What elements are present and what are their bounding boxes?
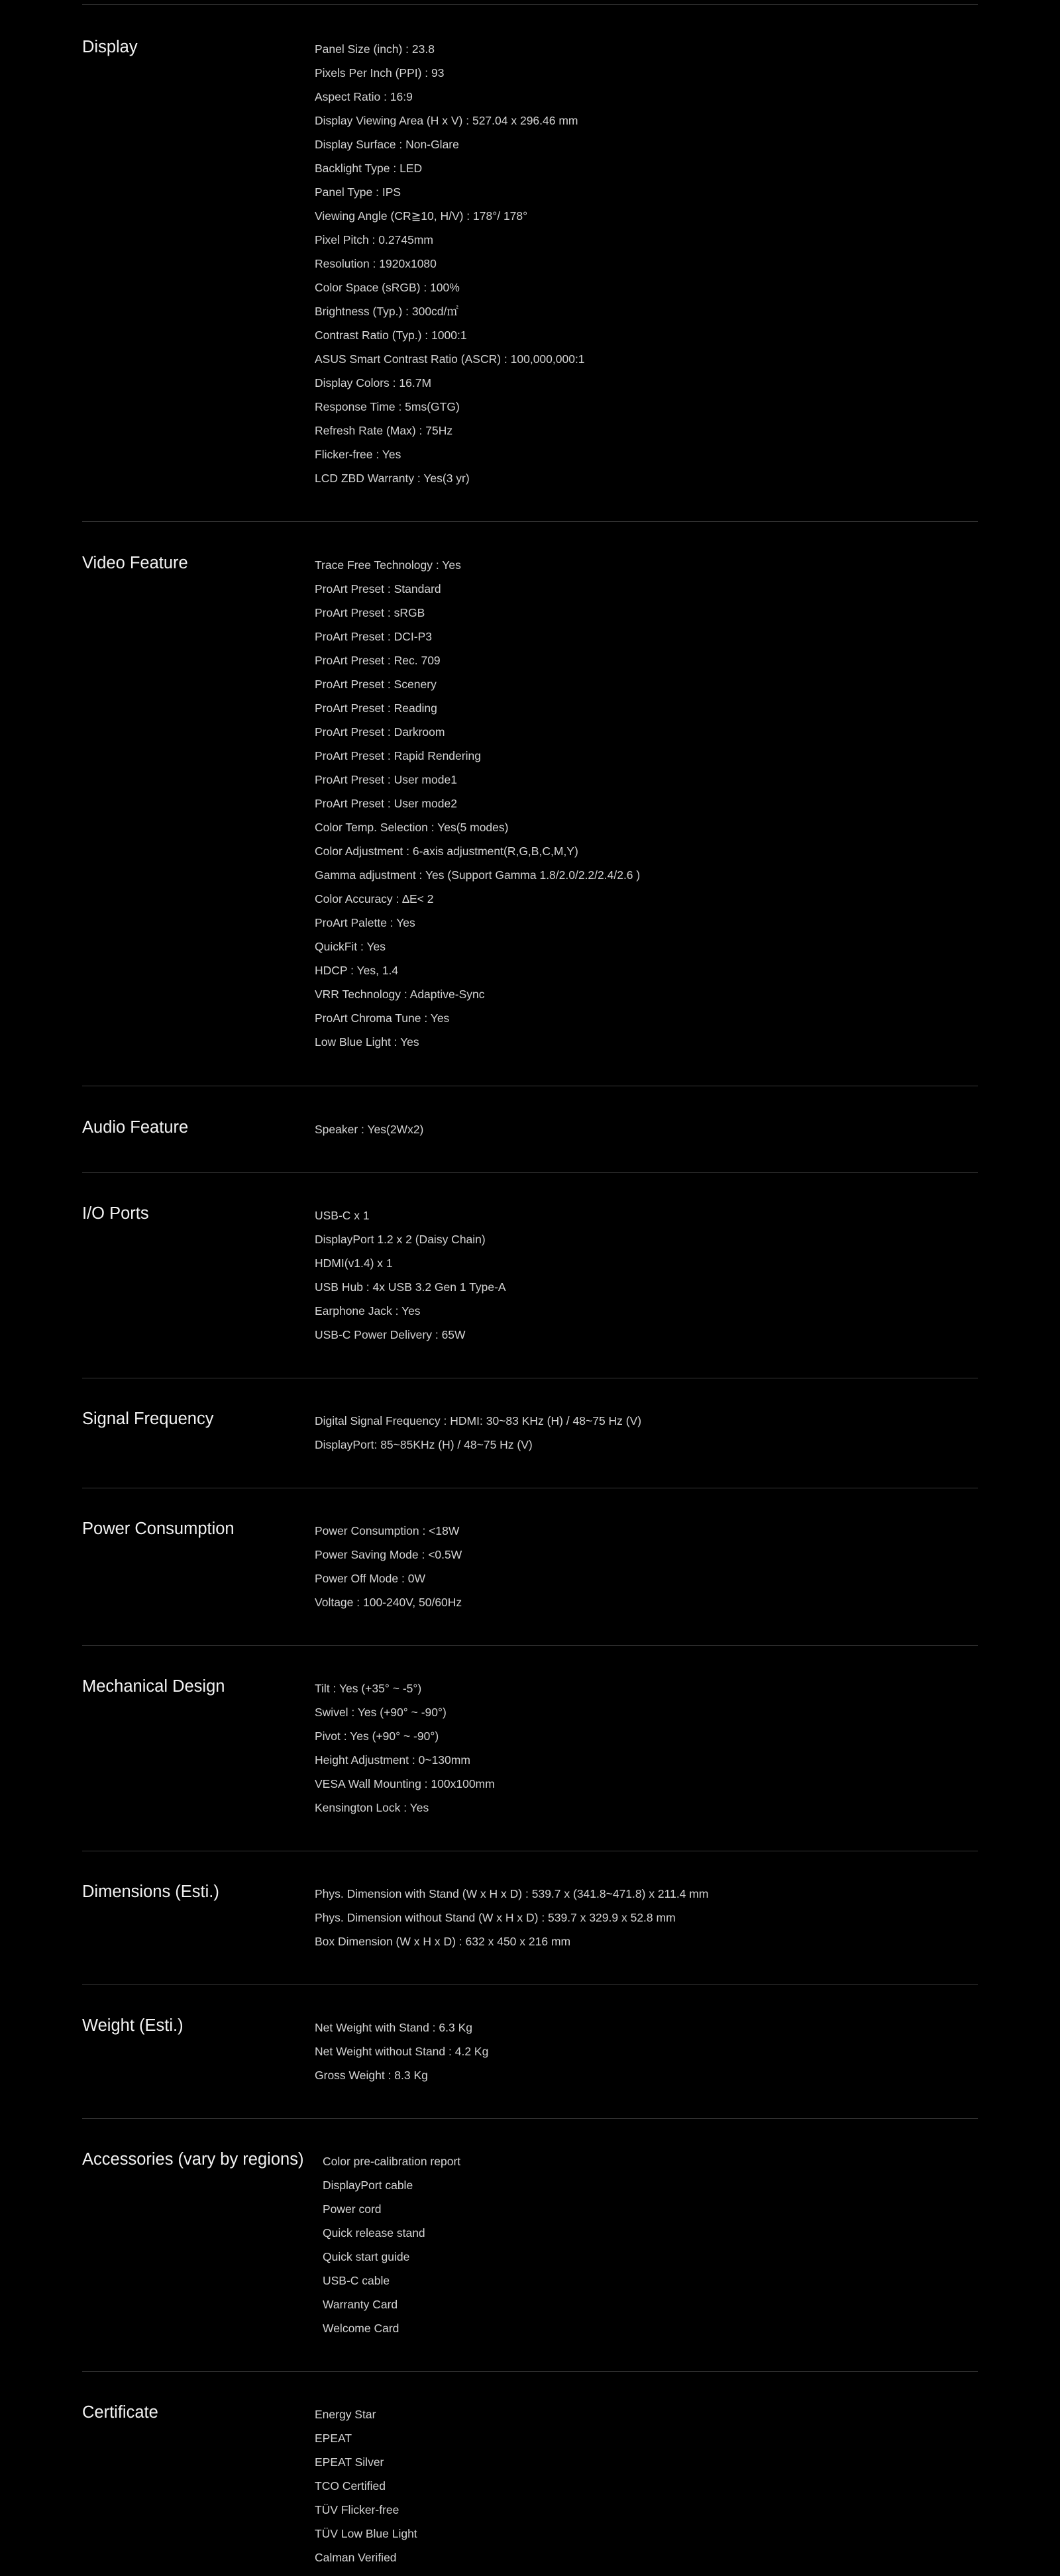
spec-item: Gross Weight : 8.3 Kg	[315, 2069, 428, 2082]
spec-item: Panel Type : IPS	[315, 185, 401, 199]
section-title: Signal Frequency	[82, 1410, 214, 1428]
spec-item: EPEAT Silver	[315, 2455, 384, 2469]
spec-list	[315, 553, 640, 1054]
section-title: Video Feature	[82, 554, 188, 572]
spec-item: Pixels Per Inch (PPI) : 93	[315, 66, 445, 79]
spec-item: Phys. Dimension with Stand (W x H x D) : 539.7 x (341.8~471.8) x 211.4 mm	[315, 1887, 709, 1900]
section-title: Mechanical Design	[82, 1677, 225, 1696]
spec-item: Panel Size (inch) : 23.8	[315, 42, 435, 56]
spec-item: Voltage : 100-240V, 50/60Hz	[315, 1596, 462, 1609]
spec-item: Power Saving Mode : <0.5W	[315, 1548, 462, 1561]
spec-item: Color Adjustment : 6-axis adjustment(R,G,B,C,M,Y)	[315, 845, 578, 858]
spec-item: ProArt Preset : Standard	[315, 582, 441, 595]
spec-item: TÜV Flicker-free	[315, 2503, 399, 2516]
spec-page	[82, 0, 978, 2576]
spec-item: Display Colors : 16.7M	[315, 376, 432, 389]
spec-section-display	[82, 5, 978, 522]
spec-item: Kensington Lock : Yes	[315, 1801, 429, 1814]
spec-item: Low Blue Light : Yes	[315, 1035, 419, 1049]
spec-item: Gamma adjustment : Yes (Support Gamma 1.8/2.0/2.2/2.4/2.6 )	[315, 868, 641, 882]
spec-item: Speaker : Yes(2Wx2)	[315, 1123, 424, 1136]
spec-item: Color Space (sRGB) : 100%	[315, 281, 460, 294]
spec-item: DisplayPort: 85~85KHz (H) / 48~75 Hz (V)	[315, 1438, 533, 1451]
spec-item: Refresh Rate (Max) : 75Hz	[315, 424, 453, 437]
spec-item: QuickFit : Yes	[315, 940, 386, 953]
spec-item: Calman Verified	[315, 2551, 397, 2564]
spec-list	[315, 2402, 417, 2569]
spec-item: ProArt Preset : Rapid Rendering	[315, 749, 481, 762]
spec-item: Brightness (Typ.) : 300cd/㎡	[315, 305, 458, 318]
section-title: Accessories (vary by regions)	[82, 2150, 304, 2169]
spec-item: Pivot : Yes (+90° ~ -90°)	[315, 1729, 439, 1743]
spec-item: ASUS Smart Contrast Ratio (ASCR) : 100,000,000:1	[315, 352, 585, 366]
spec-list	[315, 1117, 423, 1141]
spec-item: DisplayPort 1.2 x 2 (Daisy Chain)	[315, 1233, 486, 1246]
section-title: Certificate	[82, 2403, 158, 2422]
spec-item: USB-C cable	[323, 2274, 390, 2287]
spec-item: Net Weight with Stand : 6.3 Kg	[315, 2021, 473, 2034]
spec-item: USB-C x 1	[315, 1209, 370, 1222]
spec-item: ProArt Preset : sRGB	[315, 606, 425, 619]
spec-list	[323, 2149, 460, 2340]
spec-item: DisplayPort cable	[323, 2179, 413, 2192]
spec-item: Aspect Ratio : 16:9	[315, 90, 413, 103]
spec-item: TÜV Low Blue Light	[315, 2527, 417, 2540]
spec-item: ProArt Chroma Tune : Yes	[315, 1011, 450, 1025]
spec-item: Resolution : 1920x1080	[315, 257, 437, 270]
section-title: Dimensions (Esti.)	[82, 1882, 219, 1901]
spec-item: Tilt : Yes (+35° ~ -5°)	[315, 1682, 422, 1695]
spec-list	[315, 1676, 495, 1820]
spec-list	[315, 1204, 506, 1347]
spec-item: Display Surface : Non-Glare	[315, 138, 459, 151]
spec-item: ProArt Preset : Reading	[315, 701, 437, 715]
section-title: Audio Feature	[82, 1118, 189, 1137]
spec-list	[315, 2016, 488, 2087]
spec-item: Color Accuracy : ∆E< 2	[315, 892, 434, 905]
spec-list	[315, 1882, 708, 1953]
spec-item: Earphone Jack : Yes	[315, 1304, 421, 1317]
spec-item: Color pre-calibration report	[323, 2155, 461, 2168]
spec-section-video-feature	[82, 522, 978, 1086]
spec-item: Response Time : 5ms(GTG)	[315, 400, 460, 413]
spec-item: ProArt Palette : Yes	[315, 916, 415, 929]
spec-item: Digital Signal Frequency : HDMI: 30~83 KHz (H) / 48~75 Hz (V)	[315, 1414, 642, 1427]
spec-item: ProArt Preset : User mode2	[315, 797, 457, 810]
spec-item: Phys. Dimension without Stand (W x H x D) : 539.7 x 329.9 x 52.8 mm	[315, 1911, 676, 1924]
spec-item: USB-C Power Delivery : 65W	[315, 1328, 466, 1341]
spec-item: ProArt Preset : Rec. 709	[315, 654, 441, 667]
spec-item: Display Viewing Area (H x V) : 527.04 x 296.46 mm	[315, 114, 578, 127]
spec-item: EPEAT	[315, 2432, 352, 2445]
spec-item: ProArt Preset : DCI-P3	[315, 630, 432, 643]
spec-item: Viewing Angle (CR≧10, H/V) : 178°/ 178°	[315, 209, 528, 223]
spec-section-dimensions	[82, 1851, 978, 1985]
spec-item: ProArt Preset : Scenery	[315, 678, 437, 691]
section-title: I/O Ports	[82, 1204, 149, 1223]
spec-item: Power Consumption : <18W	[315, 1524, 460, 1537]
spec-item: ProArt Preset : Darkroom	[315, 725, 445, 739]
spec-item: ProArt Preset : User mode1	[315, 773, 457, 786]
spec-list	[315, 1409, 641, 1457]
spec-item: LCD ZBD Warranty : Yes(3 yr)	[315, 472, 470, 485]
spec-list	[315, 1519, 462, 1614]
spec-section-signal-frequency	[82, 1378, 978, 1488]
spec-item: Welcome Card	[323, 2322, 399, 2335]
spec-item: Color Temp. Selection : Yes(5 modes)	[315, 821, 509, 834]
spec-item: Quick release stand	[323, 2226, 425, 2240]
section-title: Display	[82, 38, 138, 56]
spec-item: Contrast Ratio (Typ.) : 1000:1	[315, 329, 467, 342]
spec-item: Trace Free Technology : Yes	[315, 558, 461, 572]
spec-item: HDCP : Yes, 1.4	[315, 964, 399, 977]
spec-list	[315, 37, 585, 490]
spec-item: Power Off Mode : 0W	[315, 1572, 425, 1585]
spec-item: Warranty Card	[323, 2298, 398, 2311]
spec-item: Height Adjustment : 0~130mm	[315, 1753, 470, 1767]
spec-section-weight	[82, 1985, 978, 2119]
spec-item: VESA Wall Mounting : 100x100mm	[315, 1777, 495, 1790]
spec-item: Swivel : Yes (+90° ~ -90°)	[315, 1706, 447, 1719]
section-title: Power Consumption	[82, 1520, 235, 1538]
spec-item: Net Weight without Stand : 4.2 Kg	[315, 2045, 489, 2058]
spec-item: Box Dimension (W x H x D) : 632 x 450 x 216 mm	[315, 1935, 571, 1948]
spec-item: VRR Technology : Adaptive-Sync	[315, 988, 485, 1001]
spec-section-audio-feature	[82, 1086, 978, 1173]
spec-section-io-ports	[82, 1173, 978, 1378]
spec-item: Power cord	[323, 2202, 382, 2216]
spec-item: USB Hub : 4x USB 3.2 Gen 1 Type-A	[315, 1280, 506, 1294]
section-title: Weight (Esti.)	[82, 2016, 184, 2035]
spec-item: Pixel Pitch : 0.2745mm	[315, 233, 433, 246]
spec-section-mechanical-design	[82, 1646, 978, 1851]
spec-item: HDMI(v1.4) x 1	[315, 1257, 393, 1270]
spec-item: Backlight Type : LED	[315, 162, 423, 175]
spec-item: TCO Certified	[315, 2479, 386, 2493]
spec-item: Quick start guide	[323, 2250, 410, 2263]
spec-section-power-consumption	[82, 1488, 978, 1646]
spec-item: Energy Star	[315, 2408, 376, 2421]
spec-section-accessories	[82, 2119, 978, 2372]
spec-section-certificate	[82, 2372, 978, 2576]
spec-item: Flicker-free : Yes	[315, 448, 401, 461]
